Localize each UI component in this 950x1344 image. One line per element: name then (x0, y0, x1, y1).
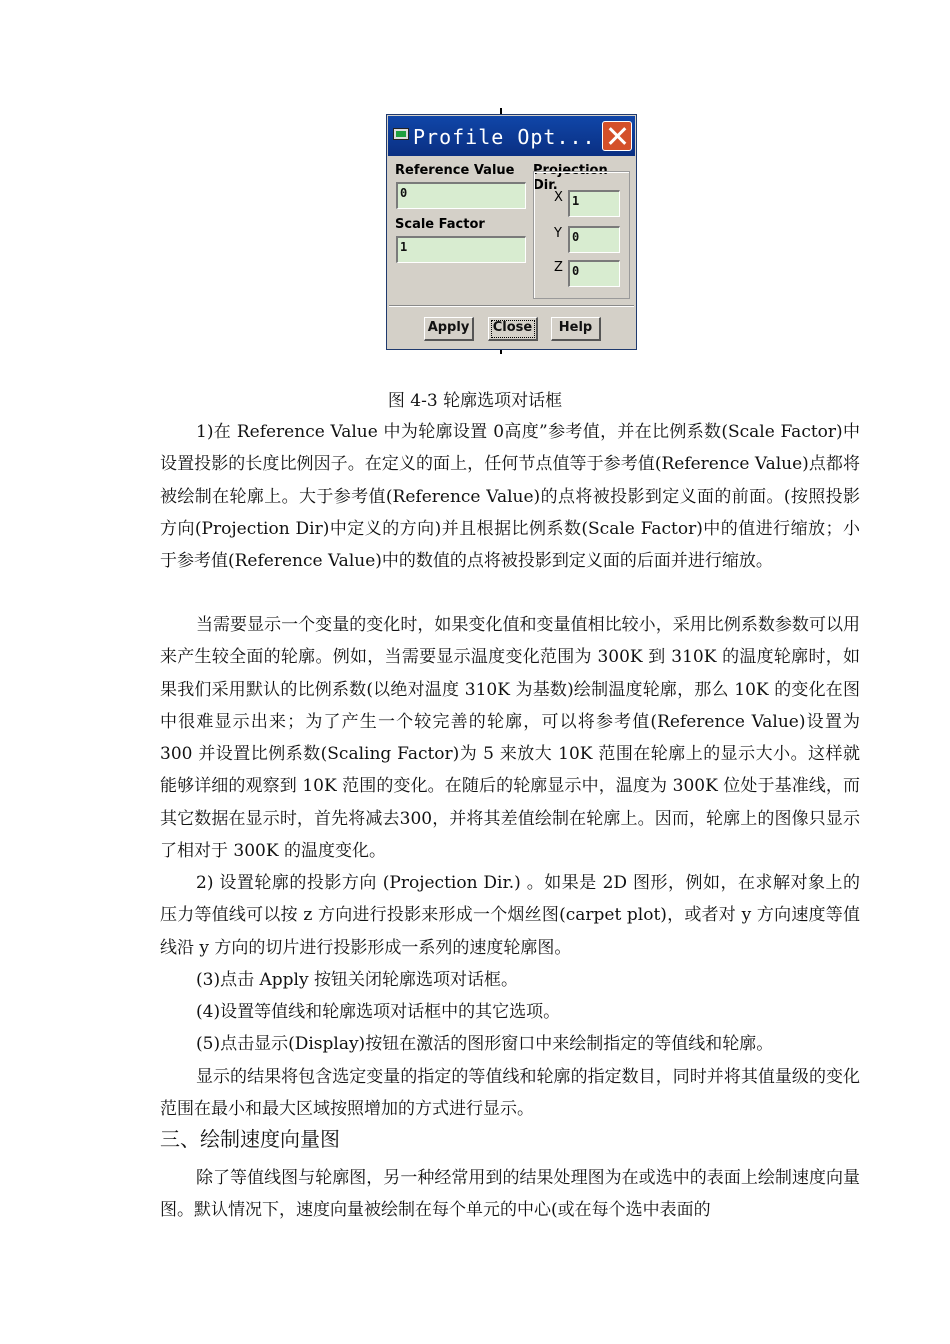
apply-button[interactable]: Apply (424, 317, 474, 341)
projection-x-input[interactable]: 1 (568, 190, 620, 217)
figure-caption: 图 4-3 轮廓选项对话框 (387, 391, 563, 411)
paragraph-scale-example: 当需要显示一个变量的变化时，如果变化值和变量值相比较小，采用比例系数参数可以用来产生较全面的轮廓。例如，当需要显示温度变化范围为 300K 到 310K 的温度轮廓时，如果我们采用默认的比例系数(以绝对温度 310K 为基数)绘制温度轮廓，那么 10K 的变化在图中很难显示出来；为了产生一个较完善的轮廓，可以将参考值(Reference Value)设置为 300 并设置比例系数(Scaling Factor)为 5 来放大 10K 范围在轮廓上的显示大小。这样就能够详细的观察到 10K 范围的变化。在随后的轮廓显示中，温度为 300K 位处于基准线，而其它数据在显示时，首先将减去300，并将其差值绘制在轮廓上。因而，轮廓上的图像只显示了相对于 300K 的温度变化。 (160, 615, 860, 862)
reference-value-input[interactable]: 0 (396, 182, 526, 209)
projection-y-input[interactable]: 0 (568, 226, 620, 253)
z-axis-label: Z (554, 260, 563, 275)
paragraph-step-apply: (3)点击 Apply 按钮关闭轮廓选项对话框。 (196, 970, 518, 990)
projection-dir-group (533, 171, 630, 299)
dialog-titlebar[interactable] (388, 116, 635, 156)
paragraph-step-display: (5)点击显示(Display)按钮在激活的图形窗口中来绘制指定的等值线和轮廓。 (196, 1034, 774, 1054)
help-button[interactable]: Help (551, 317, 601, 341)
profile-options-dialog (386, 114, 637, 350)
y-axis-label: Y (554, 226, 562, 241)
x-axis-label: X (554, 190, 563, 205)
button-separator (389, 305, 634, 307)
paragraph-step-options: (4)设置等值线和轮廓选项对话框中的其它选项。 (196, 1002, 561, 1022)
window-icon (393, 128, 409, 140)
paragraph-velocity-vectors: 除了等值线图与轮廓图，另一种经常用到的结果处理图为在或选中的表面上绘制速度向量图。默认情况下，速度向量被绘制在每个单元的中心(或在每个选中表面的 (160, 1168, 860, 1221)
reference-value-label: Reference Value (395, 163, 515, 178)
dialog-title: Profile Opt... (413, 125, 596, 149)
projection-z-input[interactable]: 0 (568, 260, 620, 287)
projection-dir-label: Projection Dir. (533, 163, 608, 193)
paragraph-reference-value: 1)在 Reference Value 中为轮廓设置 0高度”参考值，并在比例系数(Scale Factor)中设置投影的长度比例因子。在定义的面上，任何节点值等于参考值(Reference Value)点都将被绘制在轮廓上。大于参考值(Reference Value)的点将被投影到定义面的前面。(按照投影方向(Projection Dir)中定义的方向)并且根据比例系数(Scale Factor)中的值进行缩放；小于参考值(Reference Value)中的数值的点将被投影到定义面的后面并进行缩放。 (160, 422, 860, 572)
scale-factor-label: Scale Factor (395, 217, 485, 232)
scale-factor-input[interactable]: 1 (396, 236, 526, 263)
close-button[interactable]: Close (488, 317, 538, 341)
section-heading: 三、绘制速度向量图 (160, 1127, 340, 1151)
paragraph-result: 显示的结果将包含选定变量的指定的等值线和轮廓的指定数目，同时并将其值量级的变化范围在最小和最大区域按照增加的方式进行显示。 (160, 1067, 860, 1120)
close-icon[interactable] (602, 121, 632, 151)
paragraph-projection-dir: 2) 设置轮廓的投影方向 (Projection Dir.) 。如果是 2D 图形，例如，在求解对象上的压力等值线可以按 z 方向进行投影来形成一个烟丝图(carpet plot)，或者对 y 方向速度等值线沿 y 方向的切片进行投影形成一系列的速度轮廓图。 (160, 873, 860, 958)
